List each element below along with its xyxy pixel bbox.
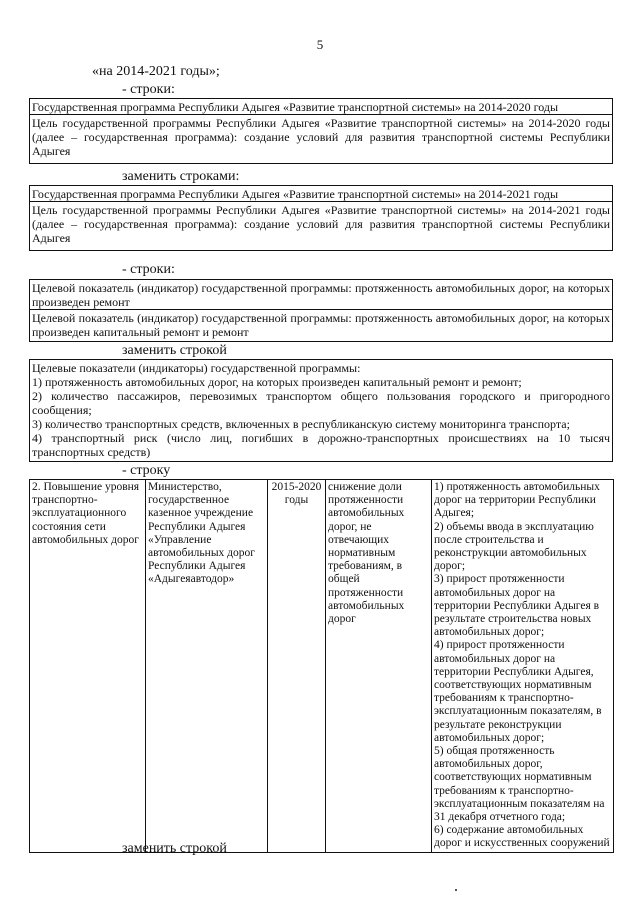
cell-executor: Министерство, государственное казенное учреждение Республики Адыгея «Управление автомобильных дорог Республики Адыгея «Адыгеяавтодор»	[146, 480, 268, 853]
program-table	[29, 479, 614, 853]
new-rows-block-1	[29, 185, 613, 251]
label-rows-old-2: - строки:	[122, 262, 175, 277]
new-row-program-title: Государственная программа Республики Адыгея «Развитие транспортной системы» на 2014-2021 годы	[32, 187, 559, 201]
indicators-block	[29, 359, 613, 462]
old-rows-block-2	[29, 279, 613, 342]
indicator-item: 3) количество транспортных средств, включенных в республиканскую систему мониторинга транспорта;	[32, 417, 570, 431]
page-number: 5	[316, 37, 324, 52]
cell-indicators	[432, 480, 614, 853]
indicator-item: 2) количество пассажиров, перевозимых транспортом общего пользования городского и пригородного сообщения;	[32, 389, 610, 417]
label-replace-row: заменить строкой	[122, 343, 227, 358]
table-row	[30, 480, 614, 853]
list-item: 3) прирост протяженности автомобильных дорог на территории Республики Адыгея в результате строительства новых автомобильных дорог;	[434, 573, 600, 639]
indicators-heading: Целевые показатели (индикаторы) государственной программы:	[32, 361, 361, 375]
indicator-item: 4) транспортный риск (число лиц, погибших в дорожно-транспортных происшествиях на 10 тысяч транспортных средств)	[32, 431, 610, 459]
list-item: 5) общая протяженность автомобильных дорог, соответствующих нормативным требованиям к транспортно-эксплуатационным показателям на 31 декабря отчетного года;	[434, 745, 605, 824]
intro-text: «на 2014-2021 годы»;	[92, 64, 220, 79]
label-row-old-3: - строку	[122, 463, 171, 478]
label-replace-row-2: заменить строкой	[122, 841, 227, 856]
cell-period: 2015-2020 годы	[268, 480, 326, 853]
old-row-indicator-2: Целевой показатель (индикатор) государственной программы: протяженность автомобильных дорог, на которых произведен капитальный ремонт и ремонт	[32, 311, 610, 339]
old-row-program-title: Государственная программа Республики Адыгея «Развитие транспортной системы» на 2014-2020 годы	[32, 100, 559, 114]
cell-result: снижение доли протяженности автомобильных дорог, не отвечающих нормативным требованиям, в общей протяженности автомобильных дорог	[326, 480, 432, 853]
list-item: 6) содержание автомобильных дорог и искусственных сооружений	[434, 824, 610, 850]
old-rows-block-1	[29, 98, 613, 164]
old-row-program-goal: Цель государственной программы Республики Адыгея «Развитие транспортной системы» на 2014-2020 годы (далее – государственная программа): создание условий для развития транспортной системы Республики Адыгея	[32, 116, 610, 158]
label-replace-rows: заменить строками:	[122, 169, 240, 184]
list-item: 1) протяженность автомобильных дорог на территории Республики Адыгея;	[434, 481, 600, 520]
indicator-item: 1) протяженность автомобильных дорог, на которых произведен капитальный ремонт и ремонт;	[32, 375, 522, 389]
old-row-indicator-1: Целевой показатель (индикатор) государственной программы: протяженность автомобильных дорог, на которых произведен ремонт	[32, 281, 610, 309]
scan-speck	[455, 889, 457, 891]
new-row-program-goal: Цель государственной программы Республики Адыгея «Развитие транспортной системы» на 2014-2021 годы (далее – государственная программа): создание условий для развития транспортной системы Республики Адыгея	[32, 203, 610, 245]
cell-task: 2. Повышение уровня транспортно-эксплуатационного состояния сети автомобильных дорог	[30, 480, 146, 853]
list-item: 2) объемы ввода в эксплуатацию после строительства и реконструкции автомобильных дорог;	[434, 520, 594, 573]
list-item: 4) прирост протяженности автомобильных дорог на территории Республики Адыгея, соответствующих нормативным требованиям к транспортно-эксплуатационным показателям, в результате реконструкции автомобильных дорог;	[434, 639, 602, 744]
label-rows-old-1: - строки:	[122, 82, 175, 97]
